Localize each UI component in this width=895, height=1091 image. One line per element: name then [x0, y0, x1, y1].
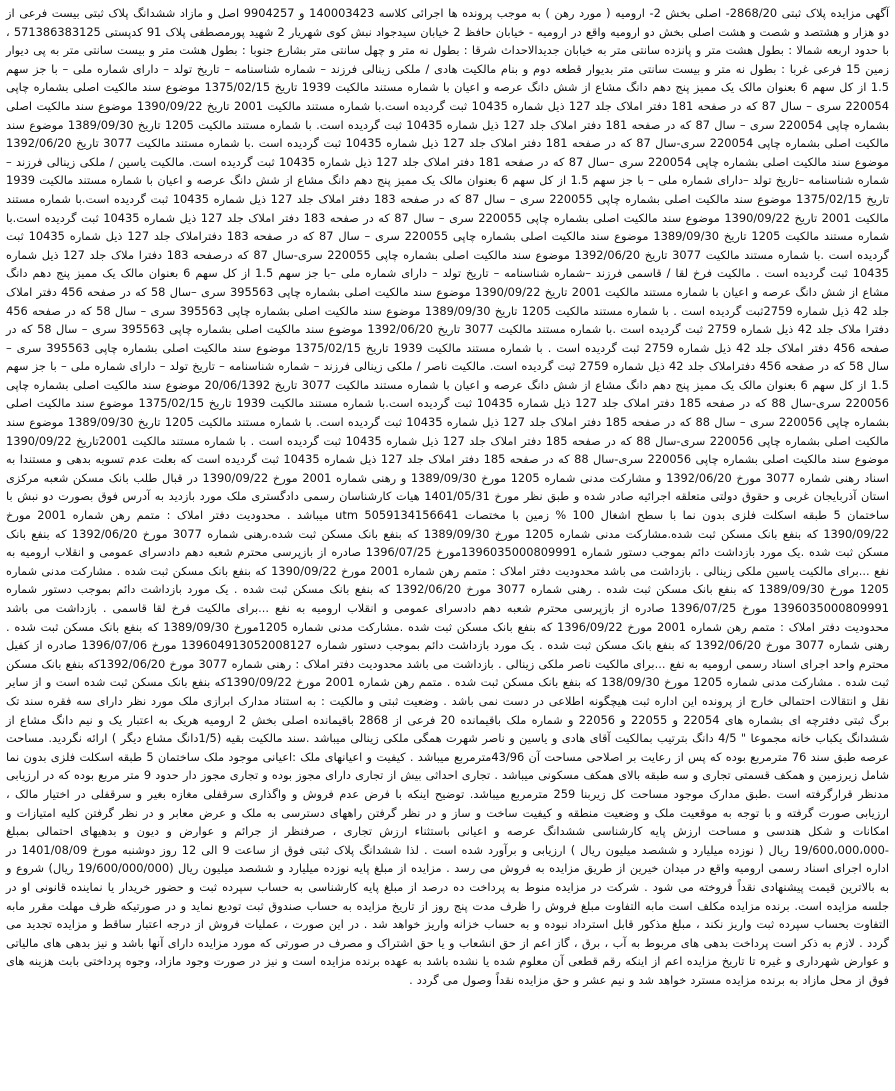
auction-notice-text: آگهی مزایده پلاک ثبتی 2868/20- اصلی بخش 2- ارومیه ( مورد رهن ) به موجب پرونده ها اجرائی کلاسه 140003423 و 9904257 اصل و مازاد ششدانگ پلاک ثبتی بیست فرعی از دو هزار و هشتصد و شصت و هشت اصلی بخش دو ارومیه واقع در ارومیه - خیابان حافظ 2 خیابان سیدجواد نبش کوی شهریار 2 شهید پورمصطفی پلاک 91 کدپستی 571386383125 ، با حدود اربعه شمالا : بطول هشت متر و پانزده سانتی متر به خیابان جدیدالاحداث شرقا : بطول نه متر و چهل سانتی متر بشارع جنوبا : بطول هشت متر و بیست سانتی متر به پی دیوار زمین 15 فرعی غربا : بطول نه متر و بیست سانتی متر بدیوار قطعه دوم و بنام مالکیت هادی / ملکی زینالی فرزند – شماره شناسنامه – تاریخ تولد – دارای شماره ملی – با جز سهم 1.5 از کل سهم 6 بعنوان مالک یک ممیز پنج دهم دانگ مشاع از شش دانگ عرصه و اعیان با شماره مستند مالکیت 1939 تاریخ 1375/02/15 موضوع سند مالکیت اصلی بشماره چاپی 220054 سری – سال 87 که در صفحه 181 دفتر املاک جلد 127 ذیل شماره 10435 ثبت گردیده است.با شماره مستند مالکیت 2001 تاریخ 1390/09/22 موضوع سند مالکیت اصلی بشماره چاپی 220054 سری – سال 87 که در صفحه 181 دفتر املاک جلد 127 ذیل شماره 10435 ثبت گردیده است. با شماره مستند مالکیت 1205 تاریخ 1389/09/30 موضوع سند مالکیت اصلی بشماره چاپی 220054 سری-سال 87 که در صفحه 181 دفتر املاک جلد 127 ذیل شماره 10435 ثبت گردیده است .با شماره مستند مالکیت 3077 تاریخ 1392/06/20 موضوع سند مالکیت اصلی بشماره چاپی 220054 سری –سال 87 که در صفحه 181 دفتر املاک جلد 127 ذیل شماره 10435 ثبت گردیده است. مالکیت یاسین / ملکی زینالی فرزند – شماره شناسنامه –تاریخ تولد –دارای شماره ملی – با جز سهم 1.5 از کل سهم 6 بعنوان مالک یک ممیز پنج دهم دانگ مشاع از شش دانگ عرصه و اعیان با شماره مستند مالکیت 1939 تاریخ 1375/02/15 موضوع سند مالکیت اصلی بشماره چاپی 220055 سری – سال 87 که در صفحه 183 دفتر املاک جلد 127 ذیل شماره 10435 ثبت گردیده است.با شماره مستند مالکیت 2001 تاریخ 1390/09/22 موضوع سند مالکیت اصلی بشماره چاپی 220055 سری – سال 87 که در صفحه 183 دفتر املاک جلد 127 ذیل شماره 10435 ثبت گردیده است.با شماره مستند مالکیت 1205 تاریخ 1389/09/30 موضوع سند مالکیت اصلی بشماره چاپی 220055 سری – سال 87 که در صفحه 183 دفتراملاک جلد 127 ذیل شماره 10435 ثبت گردیده است .با شماره مستند مالکیت 3077 تاریخ 1392/06/20 موضوع سند مالکیت اصلی بشماره چاپی 220055 سری-سال 87 که درصفحه 183 دفترا ملاک جلد 127 ذیل شماره 10435 ثبت گردیده است . مالکیت فرخ لقا / قاسمی فرزند –شماره شناسنامه – تاریخ تولد – دارای شماره ملی –با جز سهم 1.5 از کل سهم 6 بعنوان مالک یک ممیز پنج دهم دانگ مشاع از شش دانگ عرصه و اعیان با شماره مستند مالکیت 2001 تاریخ 1390/09/22 موضوع سند مالکیت اصلی بشماره چاپی 395563 سری –سال 58 که در صفحه 456 دفتر املاک جلد 42 ذیل شماره 2759ثبت گردیده است . با شماره مستند مالکیت 1205 تاریخ 1389/09/30 موضوع سند مالکیت اصلی بشماره چاپی 395563 سری – سال 58 که در صفحه 456 دفترا ملاک جلد 42 ذیل شماره 2759 ثبت گردیده است .با شماره مستند مالکیت 3077 تاریخ 1392/06/20 موضوع سند مالکیت اصلی بشماره چاپی 395563 سری – سال 58 که در صفحه 456 دفتر املاک جلد 42 ذیل شماره 2759 ثبت گردیده است . با شماره مستند مالکیت 1939 تاریخ 1375/02/15 موضوع سند مالکیت اصلی بشماره چاپی 395563 سری – سال 58 که در صفحه 456 دفتراملاک جلد 42 ذیل شماره 2759 ثبت گردیده است. مالکیت ناصر / ملکی زینالی فرزند – شماره شناسنامه – تاریخ تولد – دارای شماره ملی – با جز سهم 1.5 از کل سهم 6 بعنوان مالک یک ممیز پنج دهم دانگ مشاع از شش دانگ عرصه و اعیان با شماره مستند مالکیت 3077 تاریخ 20/06/1392 موضوع سند مالکیت اصلی بشماره چاپی 220056 سری-سال 88 که در صفحه 185 دفتر املاک جلد 127 ذیل شماره 10435 ثبت گردیده است.با شماره مستند مالکیت 1939 تاریخ 1375/02/15 موضوع سند مالکیت اصلی بشماره چاپی 220056 سری – سال 88 که در صفحه 185 دفتر املاک جلد 127 ذیل شماره 10435 ثبت گردیده است. با شماره مستند مالکیت 1205 تاریخ 1389/09/30 موضوع سند مالکیت اصلی بشماره چاپی 220056 سری-سال 88 که در صفحه 185 دفتر املاک جلد 127 ذیل شماره 10435 ثبت گردیده است . با شماره مستند مالکیت 2001تاریخ 1390/09/22 موضوع سند مالکیت اصلی بشماره چاپی 220056 سری-سال 88 که در صفحه 185 دفتر املاک جلد 127 ذیل شماره 10435 ثبت گردیده است که بعلت عدم تسویه بدهی و مستندا به اسناد رهنی شماره 3077 مورخ 1392/06/20 و مشارکت مدنی شماره 1205 مورخ 1389/09/30 و رهنی شماره 2001 مورخ 1390/09/22 در قبال طلب بانک مسکن شعبه مرکزی استان آذربایجان غربی و حقوق دولتی متعلقه اجرائیه صادر شده و طبق نظر مورخ 1401/05/31 هیات کارشناسان رسمی دادگستری ملک مورد بازدید به آدرس فوق بصورت دو نبش با ساختمان 5 طبقه اسکلت فلزی بدون نما با سطح اشغال 100 % زمین با مختصات utm 5059134156641 میباشد . محدودیت دفتر املاک : متمم رهن شماره 2001 مورخ 1390/09/22 که بنفع بانک مسکن ثبت شده.مشارکت مدنی شماره 1205 مورخ 1389/09/30 که بنفع بانک مسکن ثبت شده.رهنی شماره 3077 مورخ 1392/06/20 که بنفع بانک مسکن ثبت شده .یک مورد بازداشت دائم بموجب دستور شماره 1396035000809991مورخ 1396/07/25 صادره از بازپرسی محترم شعبه دهم دادسرای عمومی و انقلاب ارومیه به نفع ...برای مالکیت یاسین ملکی زینالی . بازداشت می باشد محدودیت دفتر املاک : متمم رهن شماره 2001 مورخ 1390/09/22 که بنفع بانک مسکن ثبت شده . مشارکت مدنی شماره 1205 مورخ 1389/09/30 که بنفع بانک مسکن ثبت شده . رهنی شماره 3077 مورخ 1392/06/20 که بنفع بانک مسکن ثبت شده . یک مورد بازداشت دائم بموجب دستور شماره 1396035000809991 مورخ 1396/07/25 صادره از بازپرسی محترم شعبه دهم دادسرای عمومی و انقلاب ارومیه به نفع ...برای مالکیت فرخ لقا قاسمی . بازداشت می باشد محدودیت دفتر املاک : متمم رهن شماره 2001 مورخ 1396/09/22 که بنفع بانک مسکن ثبت شده .مشارکت مدنی شماره 1205مورخ 1389/09/30 که بنفع بانک مسکن ثبت شده . رهنی شماره 3077 مورخ 1392/06/20 که بنفع بانک مسکن ثبت شده . یک مورد بازداشت دائم بموجب دستور شماره 139604913052008127 مورخ 1396/07/06 صادره از کفیل محترم واحد اجرای اسناد رسمی ارومیه به نفع ...برای مالکیت ناصر ملکی زینالی . بازداشت می باشد محدودیت دفتر املاک : رهنی شماره 3077 مورخ 1392/06/20که بنفع بانک مسکن ثبت شده . مشارکت مدنی شماره 1205 مورخ 138/09/30 که بنفع بانک مسکن ثبت شده . متمم رهن شماره 2001 مورخ 1390/09/22که بنفع بانک مسکن ثبت شده است و از سایر نقل و انتقالات احتمالی خارج از پرونده این اداره ثبت هیچگونه اطلاعی در دست نمی باشد . وضعیت ثبتی و مالکیت : به استناد مدارک ابرازی ملک مورد نظر دارای سه فقره سند تک برگ ثبتی دفترچه ای بشماره های 22054 و 22055 و 22056 و شماره ملک باقیمانده 20 فرعی از 2868 باقیمانده اصلی بخش 2 ارومیه هریک به اعتبار یک و نیم دانگ مشاع از ششدانگ یکباب خانه مجموعا " 4/5 دانگ بترتیب بمالکیت آقای هادی و یاسین و ناصر شهرت همگی ملکی زینالی میباشد .سند مالکیت بقیه (1/5دانگ مشاع دیگر ) ارائه نگردید. مساحت عرصه طبق سند 76 مترمربع بوده که پس از رعایت بر اصلاحی مساحت آن 43/96مترمربع میباشد . کیفیت و اعیانهای ملک :اعیانی موجود ملک ساختمان 5 طبقه اسکلت فلزی بدون نما شامل زیرزمین و همکف قسمتی تجاری و سه طبقه بالای همکف مسکونی میباشد . تجاری احداثی بیش از تجاری دارای مجوز بوده و تجاری مجوز دار حدود 9 متر مربع بوده که در ارزیابی مدنظر قرارگرفته است .طبق مدارک موجود مساحت کل زیربنا 259 مترمربع میباشد. توضیح اینکه با فرض عدم فروش و واگذاری سرقفلی مغازه بغیر و سرقفلی در اختیار مالک ، ارزیابی صورت گرفته و با توجه به موقعیت ملک و وضعیت منطقه و کیفیت ساخت و ساز و در نظر گرفتن راههای دسترسی به ملک و عرض معابر و در نظر گرفتن کلیه امتیازات و امکانات و شکل هندسی و مساحت ارزش پایه کارشناسی ششدانگ عرصه و اعیانی باستثناء ارزش تجاری ، صرفنظر از جرائم و عوارض و دیون و بدهیهای احتمالی بمبلغ -19/600،000،000 ریال ( نوزده میلیارد و ششصد میلیون ریال ) ارزیابی و برآورد شده است . لذا ششدانگ پلاک ثبتی فوق از ساعت 9 الی 12 روز دوشنبه مورخ 1401/08/09 در اداره اجرای اسناد رسمی ارومیه واقع در میدان خیرین از طریق مزایده به فروش می رسد . مزایده از مبلغ پایه نوزده میلیارد و ششصد میلیون ریال (19/600/000/000 ریال) شروع و به بالاترین قیمت پیشنهادی نقداً فروخته می شود . شرکت در مزایده منوط به پرداخت ده درصد از مبلغ پایه کارشناسی به حساب سپرده ثبت و حضور خریدار یا نماینده قانونی او در جلسه مزایده است. برنده مزایده مکلف است مابه التفاوت مبلغ فروش را ظرف مدت پنج روز از تاریخ مزایده به حساب صندوق ثبت تودیع نماید و در صورتیکه ظرف مهلت مقرر مابه التفاوت بحساب سپرده ثبت واریز نکند ، مبلغ مذکور قابل استرداد نبوده و به حساب خزانه واریز خواهد شد . در این صورت ، عملیات فروش از درجه اعتبار ساقط و مزایده تجدید می گردد . لازم به ذکر است پرداخت بدهی های مربوط به آب ، برق ، گاز اعم از حق انشعاب و یا حق اشتراک و مصرف در صورتی که مورد مزایده دارای آنها باشد و نیز بدهی های مالیاتی و عوارض شهرداری و غیره تا تاریخ مزایده اعم از اینکه رقم قطعی آن معلوم شده یا نشده باشد به عهده برنده مزایده است و نیز در صورت وجود مازاد، وجوه پرداختی بابت هزینه های فوق از محل مازاد به برنده مزایده مسترد خواهد شد و نیم عشر و حق مزایده نقداً وصول می گردد .: [6, 6, 890, 987]
